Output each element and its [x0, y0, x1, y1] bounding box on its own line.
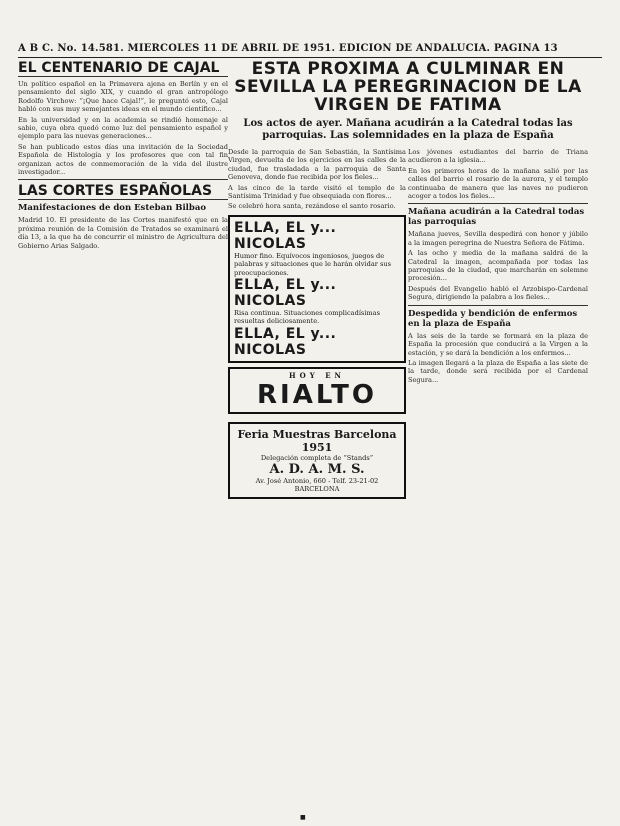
right-paragraph: A las seis de la tarde se formará en la plaza de España la procesión que conducirá a la Virgen a la estación, y se dará la bendición a los enfermos... — [408, 331, 588, 357]
cortes-subtitle: Manifestaciones de don Esteban Bilbao — [18, 203, 207, 214]
left-column — [18, 60, 228, 812]
ad-title: ELLA, EL y... NICOLAS — [234, 219, 337, 252]
footer-mark: ■ — [300, 814, 306, 821]
right-paragraph: Mañana jueves, Sevilla despedirá con honor y júbilo a la imagen peregrina de Nuestra Señora de Fátima. — [408, 230, 588, 247]
fatima-paragraph: Desde la parroquia de San Sebastián, la Santísima Virgen, devuelta de los ejercicios en las calles de la ciudad, fue trasladada a la parroquia de Santa Genoveva, donde fue recibida por los fieles... — [228, 148, 406, 182]
ad-text: Humor fino. Equívocos ingeniosos, juegos de palabras y situaciones que le harán olvidar sus preocupaciones. — [234, 251, 392, 277]
ad-rialto — [228, 367, 406, 414]
cajal-paragraph: Se han publicado estos días una invitación de la Sociedad Española de Histología y los profesores que con tal fin organizan actos de conmemoración de la vida del ilustre investigador... — [18, 142, 228, 177]
fatima-banner — [228, 60, 588, 142]
right-column — [408, 148, 588, 812]
ad-feria — [228, 422, 406, 499]
fatima-headline: ESTA PROXIMA A CULMINAR EN SEVILLA LA PEREGRINACION DE LA VIRGEN DE FATIMA — [234, 59, 582, 115]
cajal-paragraph: En la universidad y en la academia se rindió homenaje al sabio, cuya obra quedó como luz del pensamiento español y ejemplo para las nuevas generaciones... — [18, 115, 228, 141]
fatima-paragraph: Se celebró hora santa, rezándose el santo rosario. — [228, 202, 396, 211]
despedida-title: Despedida y bendición de enfermos en la plaza de España — [408, 308, 578, 329]
right-paragraph: En los primeros horas de la mañana salió por las calles del barrio el rosario de la aurora, y el templo continuaba de manera que las naves no pudieron acoger a todos los fieles... — [408, 166, 588, 201]
cortes-paragraph: Madrid 10. El presidente de las Cortes manifestó que en la próxima reunión de la Comisión de Tratados se examinará el día 13, a la que ha de concurrir el ministro de Agricultura del Gobierno Arias Salgado. — [18, 216, 228, 250]
fatima-subheadline: Los actos de ayer. Mañana acudirán a la Catedral todas las parroquias. Las solemnidades en la plaza de España — [243, 118, 573, 141]
feria-line: Av. José Antonio, 660 - Telf. 23-21-02 — [255, 476, 379, 485]
feria-company: A. D. A. M. S. — [269, 461, 365, 477]
page-header: A B C. No. 14.581. MIERCOLES 11 DE ABRIL DE 1951. EDICION DE ANDALUCIA. PAGINA 13 — [18, 43, 602, 58]
rialto-name: RIALTO — [257, 379, 377, 410]
feria-title: Feria Muestras Barcelona 1951 — [237, 427, 397, 454]
divider — [408, 305, 588, 306]
divider — [408, 203, 588, 204]
cajal-paragraph: Un político español en la Primavera ajena en Berlín y en el pensamiento del siglo XIX, y cuando el gran antropólogo Rodolfo Virchow: “¡Que hace Cajal!”, le preguntó esto, Cajal habló con sus muy semejantes ideas en el mundo científico... — [18, 80, 228, 114]
right-paragraph: A las ocho y media de la mañana saldrá de la Catedral la imagen, acompañada por todas las parroquias de la ciudad, que marcharán en solemne procesión... — [408, 249, 588, 283]
ad-title: ELLA, EL y... NICOLAS — [234, 277, 337, 310]
feria-line: BARCELONA — [294, 484, 340, 493]
rialto-header: HOY EN — [289, 370, 345, 380]
ad-title: ELLA, EL y... NICOLAS — [234, 325, 337, 358]
right-paragraph: Los jóvenes estudiantes del barrio de Triana acudieron a la iglesia... — [408, 148, 588, 165]
catedral-title: Mañana acudirán a la Catedral todas las parroquias — [408, 207, 585, 228]
cajal-title: EL CENTENARIO DE CAJAL — [18, 60, 228, 77]
ad-text: Risa continua. Situaciones complicadísimas resueltas deliciosamente. — [234, 309, 380, 326]
cortes-title: LAS CORTES ESPAÑOLAS — [18, 183, 228, 200]
divider — [18, 179, 228, 180]
feria-line: Delegación completa de “Stands” — [260, 453, 374, 462]
fatima-paragraph: A las cinco de la tarde visitó el templo de la Santísima Trinidad y fue obsequiada con flores... — [228, 183, 406, 201]
right-paragraph: Después del Evangelio habló el Arzobispo-Cardenal Segura, dirigiendo la palabra a los fieles... — [408, 284, 588, 302]
right-paragraph: La imagen llegará a la plaza de España a las siete de la tarde, donde será recibida por el Cardenal Segura... — [408, 358, 588, 384]
middle-column — [228, 148, 406, 812]
ad-ella-nicolas — [228, 215, 406, 363]
